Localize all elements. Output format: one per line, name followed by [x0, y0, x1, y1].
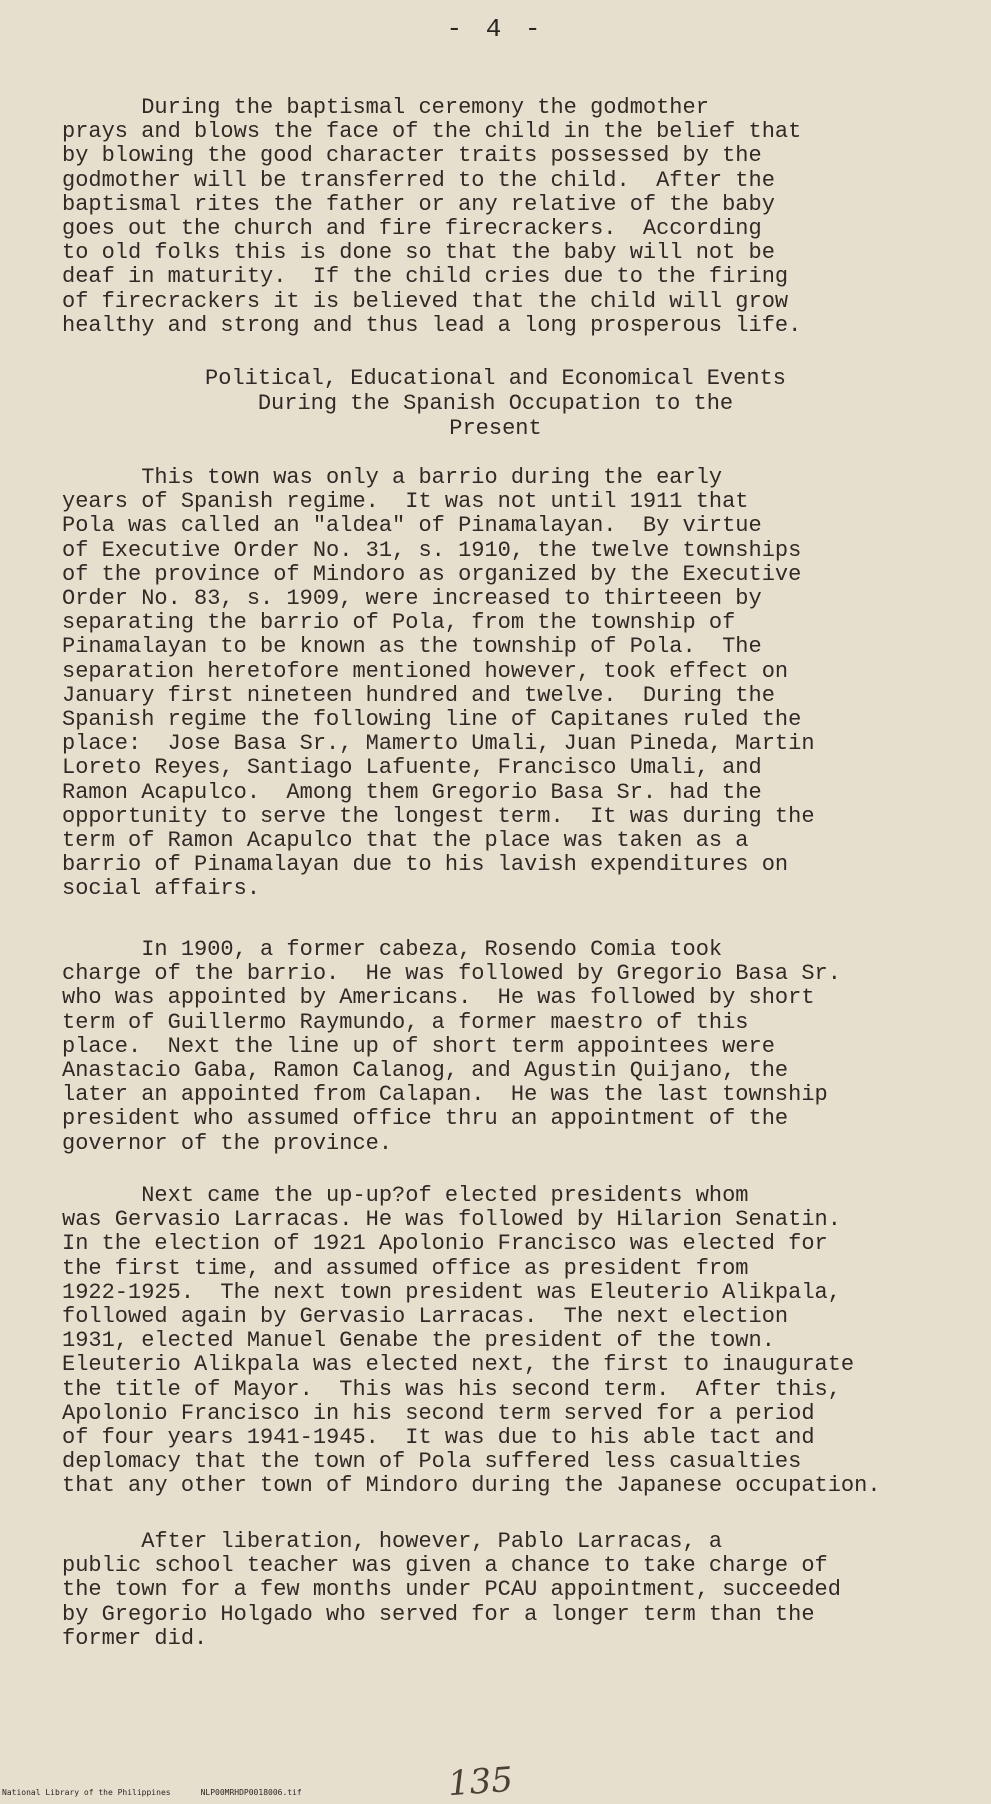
paragraph-baptism: During the baptismal ceremony the godmother prays and blows the face of the child in the belief that by blowing the good character traits possessed by the godmother will be transferred to the child. After the baptismal rites the father or any relative of the baby goes out the church and fire firecrackers. According to old folks this is done so that the baby will not be deaf in maturity. If the child cries due to the firing of firecrackers it is believed that the child will grow healthy and strong and thus lead a long prosperous life.	[62, 95, 802, 338]
section-heading: Political, Educational and Economical Events During the Spanish Occupation to the Present	[205, 366, 786, 441]
paragraph-elected-presidents: Next came the up-up?of elected presidents whom was Gervasio Larracas. He was followed by Hilarion Senatin. In the election of 1921 Apolonio Francisco was elected for the first time, and assumed office as president from 1922-1925. The next town president was Eleuterio Alikpala, followed again by Gervasio Larracas. The next election 1931, elected Manuel Genabe the president of the town. Eleuterio Alikpala was elected next, the first to inaugurate the title of Mayor. This was his second term. After this, Apolonio Francisco in his second term served for a period of four years 1941-1945. It was due to his able tact and deplomacy that the town of Pola suffered less casualties that any other town of Mindoro during the Japanese occupation.	[62, 1183, 881, 1499]
footer-institution: National Library of the Philippines	[2, 1788, 171, 1797]
scan-footer	[2, 1788, 332, 1797]
handwritten-page-note: 135	[446, 1759, 515, 1804]
footer-filename: NLP00MRHDP0018006.tif	[200, 1788, 302, 1797]
paragraph-town-history: This town was only a barrio during the early years of Spanish regime. It was not until 1911 that Pola was called an "aldea" of Pinamalayan. By virtue of Executive Order No. 31, s. 1910, the twelve townships of the province of Mindoro as organized by the Executive Order No. 83, s. 1909, were increased to thirteeen by separating the barrio of Pola, from the township of Pinamalayan to be known as the township of Pola. The separation heretofore mentioned however, took effect on January first nineteen hundred and twelve. During the Spanish regime the following line of Capitanes ruled the place: Jose Basa Sr., Mamerto Umali, Juan Pineda, Martin Loreto Reyes, Santiago Lafuente, Francisco Umali, and Ramon Acapulco. Among them Gregorio Basa Sr. had the opportunity to serve the longest term. It was during the term of Ramon Acapulco that the place was taken as a barrio of Pinamalayan due to his lavish expenditures on social affairs.	[62, 465, 815, 902]
page-number: - 4 -	[446, 14, 545, 44]
paragraph-american-period: In 1900, a former cabeza, Rosendo Comia took charge of the barrio. He was followed by Gregorio Basa Sr. who was appointed by Americans. He was followed by short term of Guillermo Raymundo, a former maestro of this place. Next the line up of short term appointees were Anastacio Gaba, Ramon Calanog, and Agustin Quijano, the later an appointed from Calapan. He was the last township president who assumed office thru an appointment of the governor of the province.	[62, 937, 841, 1156]
paragraph-liberation: After liberation, however, Pablo Larracas, a public school teacher was given a chance to take charge of the town for a few months under PCAU appointment, succeeded by Gregorio Holgado who served for a longer term than the former did.	[62, 1529, 841, 1651]
